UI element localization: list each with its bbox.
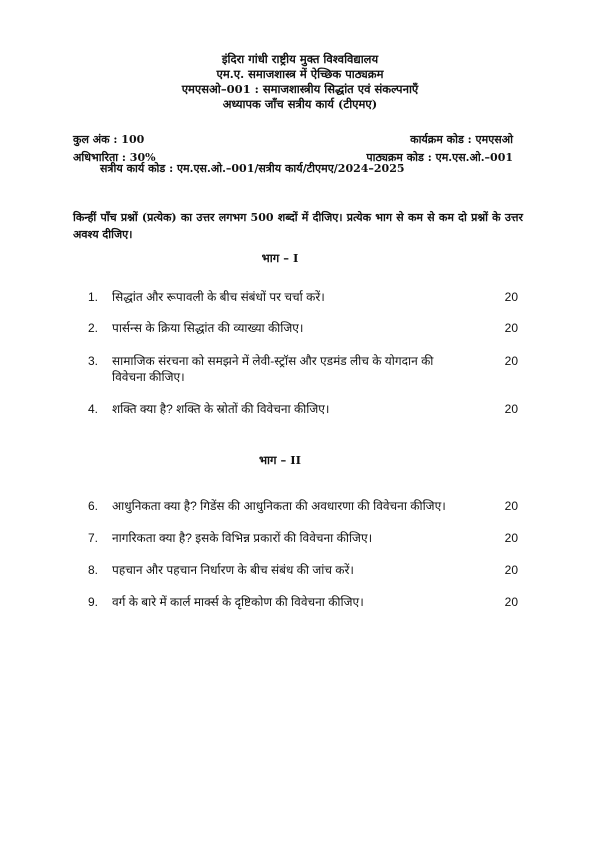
programme-code: कार्यक्रम कोड : एमएसओ [410,133,513,146]
programme-title: एम.ए. समाजशास्त्र में ऐच्छिक पाठ्यक्रम [216,67,384,81]
question-text: वर्ग के बारे में कार्ल मार्क्स के दृष्टिकोण की विवेचना कीजिए। [112,595,364,609]
question-marks: 20 [504,563,518,577]
question-number: 9. [88,595,99,609]
question-text: आधुनिकता क्या है? गिडेंस की आधुनिकता की अवधारणा की विवेचना कीजिए। [112,499,446,513]
part-1-title: भाग – I [261,251,299,265]
university-name: इंदिरा गांधी राष्ट्रीय मुक्त विश्वविद्यालय [221,52,379,66]
question-marks: 20 [504,402,518,416]
question-marks: 20 [504,321,518,335]
question-text: सामाजिक संरचना को समझने में लेवी-स्ट्रॉस और एडमंड लीच के योगदान की विवेचना कीजिए। [112,354,434,384]
question-item [88,401,518,417]
course-code: पाठ्यक्रम कोड : एम.एस.ओ.–001 [366,151,513,164]
question-item [88,320,518,336]
question-marks: 20 [504,290,518,304]
assignment-title: अध्यापक जाँच सत्रीय कार्य (टीएमए) [222,97,378,111]
question-number: 2. [88,321,99,335]
question-number: 7. [88,531,99,545]
question-item [88,498,518,514]
question-item [88,530,518,546]
total-marks: कुल अंक : 100 [73,133,145,146]
question-number: 3. [88,354,99,368]
question-number: 6. [88,499,99,513]
question-item [88,353,518,385]
question-marks: 20 [504,499,518,513]
question-text: सिद्धांत और रूपावली के बीच संबंधों पर चर्चा करें। [112,290,325,304]
question-marks: 20 [504,531,518,545]
meta-row-1 [73,132,513,150]
document-header [0,52,600,112]
course-title: एमएसओ–001 : समाजशास्त्रीय सिद्धांत एवं संकल्पनाएँ [181,82,419,96]
question-text: पहचान और पहचान निर्धारण के बीच संबंध की जांच करें। [112,563,354,577]
assignment-code: सत्रीय कार्य कोड : एम.एस.ओ.–001/सत्रीय कार्य/टीएमए/2024–2025 [100,162,405,175]
question-item [88,289,518,305]
question-marks: 20 [504,354,518,368]
question-item [88,562,518,578]
question-number: 1. [88,290,99,304]
question-text: पार्सन्स के क्रिया सिद्धांत की व्याख्या कीजिए। [112,321,304,335]
part-2-title: भाग – II [258,453,302,467]
instructions: किन्हीं पाँच प्रश्नों (प्रत्येक) का उत्तर लगभग 500 शब्दों में दीजिए। प्रत्येक भाग से कम से कम दो प्रश्नों के उत्तर अवश्य दीजिए। [73,211,523,241]
question-item [88,594,518,610]
question-marks: 20 [504,595,518,609]
question-text: नागरिकता क्या है? इसके विभिन्न प्रकारों की विवेचना कीजिए। [112,531,373,545]
question-number: 4. [88,402,99,416]
question-number: 8. [88,563,99,577]
weightage: अधिभारिता : 30% [73,151,156,164]
question-text: शक्ति क्या है? शक्ति के स्रोतों की विवेचना कीजिए। [112,402,330,416]
